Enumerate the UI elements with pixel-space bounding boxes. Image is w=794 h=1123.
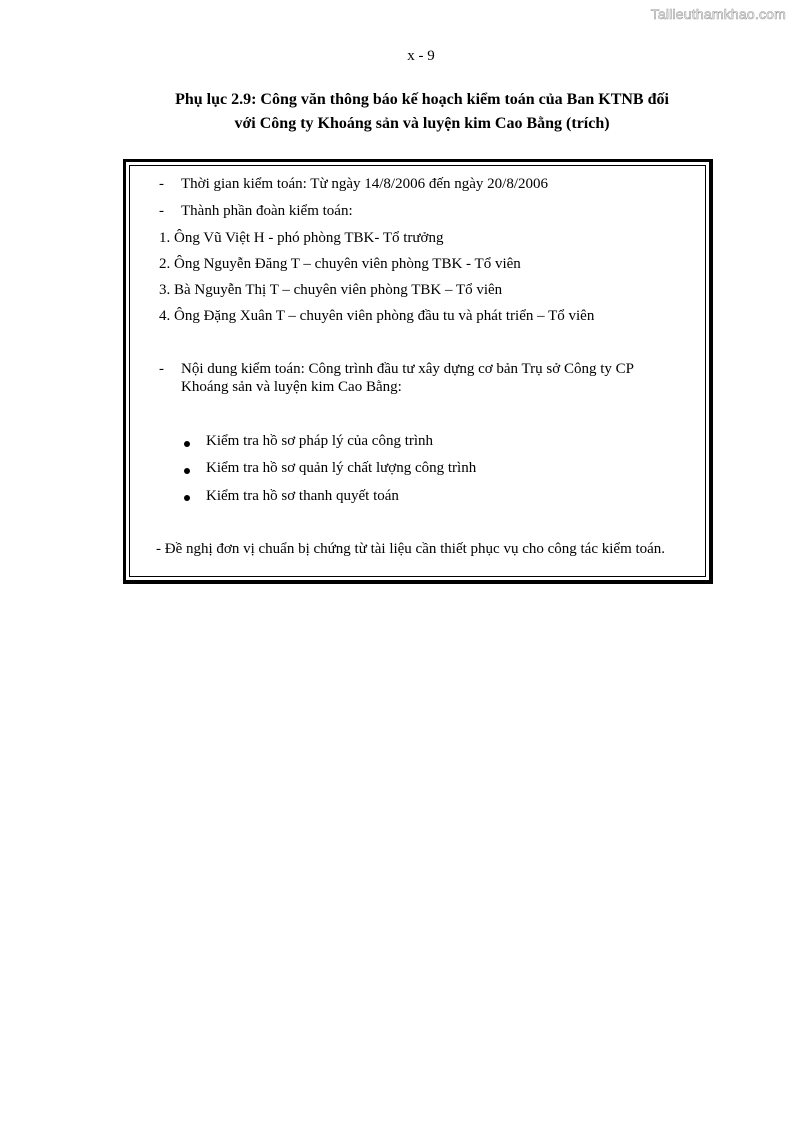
content-dash: -	[159, 361, 164, 377]
audit-time: Thời gian kiểm toán: Từ ngày 14/8/2006 đến ngày 20/8/2006	[181, 176, 548, 192]
bullet-icon	[184, 468, 190, 474]
content-box	[123, 159, 713, 584]
team-member-4: 4. Ông Đặng Xuân T – chuyên viên phòng đầu tu và phát triển – Tổ viên	[159, 308, 595, 324]
team-member-2: 2. Ông Nguyễn Đăng T – chuyên viên phòng TBK - Tổ viên	[159, 256, 521, 272]
title-line-2: với Công ty Khoáng sản và luyện kim Cao Bằng (trích)	[234, 115, 610, 132]
team-dash: -	[159, 203, 164, 219]
time-dash: -	[159, 176, 164, 192]
page-number: x - 9	[407, 48, 435, 64]
check-item-1: Kiểm tra hồ sơ pháp lý của công trình	[206, 433, 434, 449]
check-item-2: Kiểm tra hồ sơ quản lý chất lượng công trình	[206, 460, 477, 476]
page-title	[100, 88, 744, 136]
title-line-1: Phụ lục 2.9: Công văn thông báo kế hoạch kiểm toán của Ban KTNB đối	[175, 91, 669, 108]
team-member-1: 1. Ông Vũ Việt H - phó phòng TBK- Tổ trưởng	[159, 230, 444, 246]
bullet-icon	[184, 441, 190, 447]
request-note: - Đề nghị đơn vị chuẩn bị chứng từ tài liệu cần thiết phục vụ cho công tác kiểm toán.	[156, 541, 666, 557]
audit-team-heading: Thành phần đoàn kiểm toán:	[181, 203, 353, 219]
check-item-3: Kiểm tra hồ sơ thanh quyết toán	[206, 488, 399, 504]
bullet-icon	[184, 495, 190, 501]
audit-content-line-1: Nội dung kiểm toán: Công trình đầu tư xây dựng cơ bản Trụ sở Công ty CP	[181, 361, 634, 377]
audit-content-line-2: Khoáng sản và luyện kim Cao Bằng:	[181, 379, 402, 395]
watermark: Tailieuthamkhao.com	[650, 6, 786, 22]
team-member-3: 3. Bà Nguyễn Thị T – chuyên viên phòng TBK – Tổ viên	[159, 282, 503, 298]
